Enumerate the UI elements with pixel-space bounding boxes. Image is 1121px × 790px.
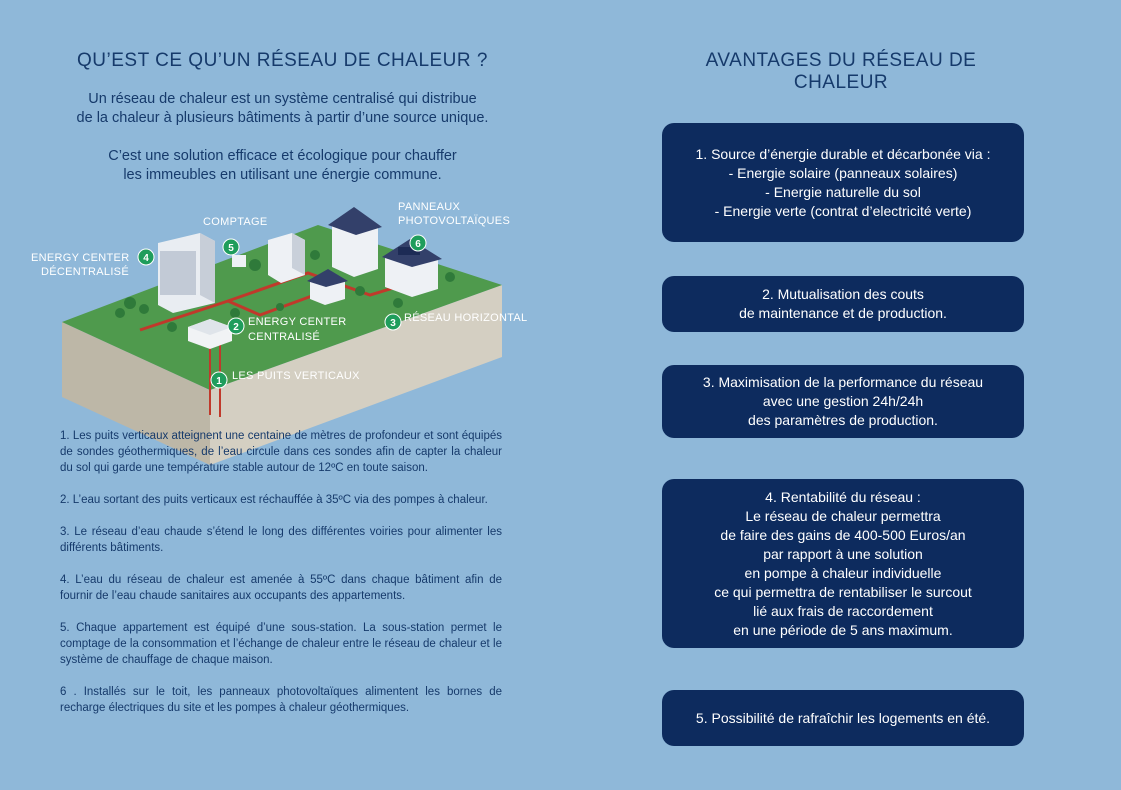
advantage-box-2 <box>662 276 1024 332</box>
box-line: 3. Maximisation de la performance du réseau <box>702 374 984 390</box>
step-5: 5. Chaque appartement est équipé d’une sous-station. La sous-station permet le comptage de la consommation et l’échange de chaleur entre le réseau de chaleur et le système de chauffage de chaque maison. <box>60 622 502 666</box>
label-energy-dec-2: DÉCENTRALISÉ <box>41 266 129 278</box>
building-house-large <box>328 207 382 277</box>
intro-line: les immeubles en utilisant une énergie commune. <box>123 167 442 183</box>
label-energy-cen-2: CENTRALISÉ <box>248 331 321 343</box>
box-line: 5. Possibilité de rafraîchir les logements en été. <box>695 709 991 726</box>
badge-1 <box>211 372 227 388</box>
steps-list <box>60 428 502 732</box>
advantage-box-1 <box>662 123 1024 242</box>
label-puits: LES PUITS VERTICAUX <box>232 370 360 382</box>
box-line: - Energie verte (contrat d’electricité verte) <box>714 202 972 219</box>
step-6: 6 . Installés sur le toit, les panneaux photovoltaïques alimentent les bornes de recharge électriques du site et les pompes à chaleur géothermiques. <box>60 686 502 714</box>
step-4: 4. L’eau du réseau de chaleur est amenée à 55ºC dans chaque bâtiment afin de fournir de l’eau chaude sanitaires aux occupants des appartements. <box>60 574 502 602</box>
intro-paragraph-2 <box>60 147 505 185</box>
right-column <box>662 50 1024 726</box>
box-line: - Energie naturelle du sol <box>765 183 921 200</box>
box-line: par rapport à une solution <box>763 545 923 562</box>
box-line: 2. Mutualisation des couts <box>762 286 924 302</box>
badge-number: 2 <box>233 322 239 333</box>
advantage-box-5 <box>662 690 1024 746</box>
badge-3 <box>385 314 401 330</box>
box-line: Le réseau de chaleur permettra <box>745 507 941 524</box>
box-line: 1. Source d’énergie durable et décarbonée via : <box>695 145 991 162</box>
intro-line: Un réseau de chaleur est un système centralisé qui distribue <box>88 91 477 107</box>
box-line: ce qui permettra de rentabiliser le surcout <box>714 583 972 600</box>
intro-paragraph-1 <box>60 90 505 128</box>
advantage-box-3 <box>662 365 1024 438</box>
label-panneaux-2: PHOTOVOLTAÏQUES <box>398 215 511 227</box>
comptage-box <box>232 255 246 267</box>
badge-6 <box>410 235 426 251</box>
box-line: en une période de 5 ans maximum. <box>733 621 953 638</box>
badge-number: 1 <box>216 376 222 387</box>
label-reseau: RÉSEAU HORIZONTAL <box>404 312 528 324</box>
box-line: de maintenance et de production. <box>739 305 947 321</box>
step-1: 1. Les puits verticaux atteignent une centaine de mètres de profondeur et sont équipés de sondes géothermiques, de l’eau circule dans ces sondes afin de capter la chaleur du sol qui garde une température stable autour de 12ºC en toute saison. <box>60 430 502 474</box>
box-line: avec une gestion 24h/24h <box>762 393 924 409</box>
box-line: lié aux frais de raccordement <box>753 602 933 619</box>
building-tower <box>158 233 215 313</box>
label-energy-dec-1: ENERGY CENTER <box>31 252 130 264</box>
intro-line: de la chaleur à plusieurs bâtiments à partir d’une source unique. <box>76 110 489 126</box>
label-energy-cen-1: ENERGY CENTER <box>248 316 347 328</box>
badge-4 <box>138 249 154 265</box>
badge-number: 6 <box>415 239 421 250</box>
step-2: 2. L’eau sortant des puits verticaux est réchauffée à 35ºC via des pompes à chaleur. <box>60 494 488 506</box>
label-comptage: COMPTAGE <box>203 216 268 228</box>
left-column <box>31 50 528 714</box>
box-line: - Energie solaire (panneaux solaires) <box>728 164 958 181</box>
label-panneaux-1: PANNEAUX <box>398 201 461 213</box>
building-small-white <box>268 233 305 283</box>
right-title: AVANTAGES DU RÉSEAU DE CHALEUR <box>705 50 977 93</box>
left-title: QU’EST CE QU’UN RÉSEAU DE CHALEUR ? <box>77 50 488 71</box>
heat-network-illustration <box>31 195 540 465</box>
intro-line: C’est une solution efficace et écologique pour chauffer <box>108 148 457 164</box>
box-line: en pompe à chaleur individuelle <box>744 564 942 581</box>
intro-text <box>60 90 505 185</box>
badge-number: 3 <box>390 318 396 329</box>
badge-2 <box>228 318 244 334</box>
step-3: 3. Le réseau d’eau chaude s’étend le long des différentes voiries pour alimenter les différents bâtiments. <box>60 526 502 554</box>
badge-5 <box>223 239 239 255</box>
badge-number: 5 <box>228 243 234 254</box>
box-line: des paramètres de production. <box>748 412 938 428</box>
badge-number: 4 <box>143 253 149 264</box>
box-line: 4. Rentabilité du réseau : <box>765 488 921 505</box>
heat-network-diagram <box>31 195 540 465</box>
advantage-box-4 <box>662 479 1024 648</box>
box-line: de faire des gains de 400-500 Euros/an <box>720 526 966 543</box>
